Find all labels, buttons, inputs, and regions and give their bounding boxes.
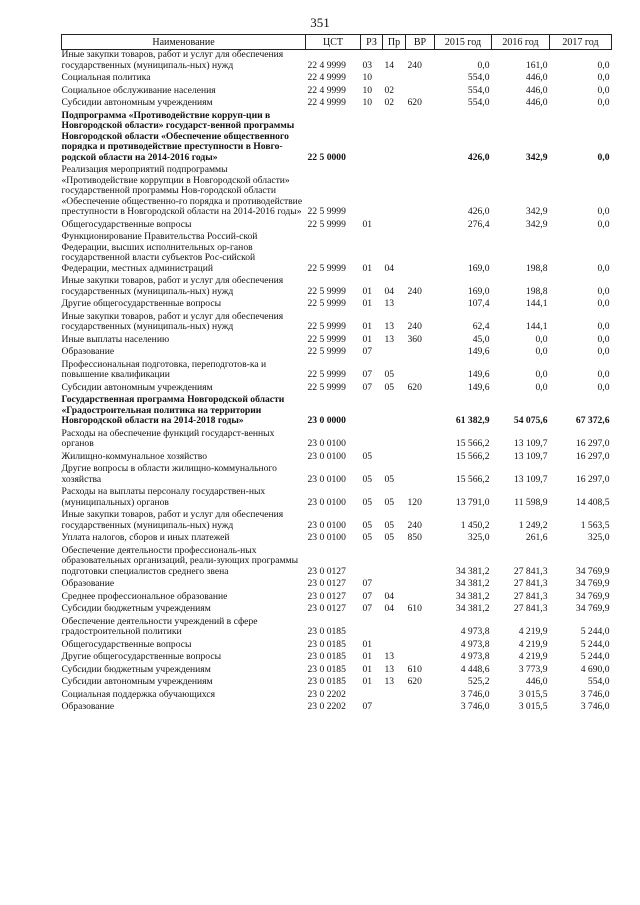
row-2015: 149,6 [467, 369, 490, 380]
row-name: Иные закупки товаров, работ и услуг для обеспечения государственных (муниципаль-ных) нужд [61, 49, 284, 71]
row-vr: 620 [407, 381, 422, 393]
header-2016: 2016 год [492, 35, 550, 50]
row-2017: 1 563,5 [580, 519, 610, 531]
row-2015: 169,0 [467, 285, 490, 297]
row-pr: 04 [384, 262, 395, 274]
row-2016: 11 598,9 [514, 496, 548, 508]
row-rz: 03 [362, 59, 373, 71]
row-2016: 342,9 [525, 151, 548, 163]
table-row [62, 111, 612, 166]
row-name: Расходы на выплаты персоналу государствен-ных (муниципальных) органов [61, 486, 266, 508]
row-2017: 0,0 [597, 206, 610, 217]
row-2017: 0,0 [597, 97, 610, 108]
row-2017: 34 769,9 [575, 565, 610, 577]
row-2016: 0,0 [535, 381, 548, 393]
row-name: Обеспечение деятельности профессиональ-ных образовательных организаций, реали-зующих программы подготовки специалистов среднего звена [61, 544, 299, 577]
row-2015: 107,4 [467, 298, 490, 309]
row-vr: 850 [407, 532, 422, 543]
row-name: Социальная политика [61, 72, 151, 83]
row-name: Иные закупки товаров, работ и услуг для обеспечения государственных (муниципаль-ных) нужд [61, 275, 284, 297]
row-2015: 34 381,2 [455, 603, 490, 614]
row-pr [383, 220, 406, 233]
row-2015: 554,0 [467, 72, 490, 83]
row-vr [406, 464, 435, 487]
row-2016: 3 773,9 [518, 663, 548, 675]
table-row [62, 487, 612, 510]
row-2017: 0,0 [597, 262, 610, 274]
row-rz: 01 [362, 285, 373, 297]
row-cst: 22 5 9999 [307, 218, 346, 230]
row-cst: 23 0 0127 [307, 590, 346, 602]
row-vr: 240 [407, 59, 422, 71]
row-2017: 5 244,0 [580, 651, 610, 662]
row-pr: 13 [384, 333, 395, 345]
row-rz: 07 [362, 346, 373, 357]
row-pr [383, 73, 406, 86]
row-2016: 446,0 [525, 84, 548, 96]
row-rz [361, 165, 383, 220]
row-2016: 3 015,5 [518, 701, 548, 712]
row-name: Общегосударственные вопросы [61, 638, 192, 650]
row-cst: 22 5 9999 [307, 381, 346, 393]
row-cst: 23 0 0127 [307, 565, 346, 577]
row-vr [406, 690, 435, 703]
row-rz: 01 [362, 651, 373, 662]
row-2015: 62,4 [472, 321, 490, 332]
row-cst: 22 5 0000 [307, 151, 346, 163]
row-vr: 620 [407, 676, 422, 687]
row-2015: 34 381,2 [455, 565, 490, 577]
row-rz: 01 [362, 638, 373, 650]
table-body [62, 50, 612, 715]
row-2016: 27 841,3 [513, 603, 548, 614]
row-2016: 144,1 [525, 321, 548, 332]
row-2017: 16 297,0 [575, 450, 610, 462]
row-name: Субсидии автономным учреждениям [61, 676, 213, 687]
row-rz: 10 [362, 72, 373, 83]
table-row [62, 395, 612, 429]
row-cst: 23 0 0100 [307, 450, 346, 462]
row-name: Иные закупки товаров, работ и услуг для обеспечения государственных (муниципаль-ных) нужд [61, 509, 284, 531]
row-2016: 144,1 [525, 298, 548, 309]
row-pr: 13 [384, 298, 395, 309]
row-rz: 05 [362, 496, 373, 508]
row-vr: 610 [407, 603, 422, 614]
row-vr [406, 347, 435, 360]
row-vr [406, 640, 435, 653]
row-rz: 01 [362, 663, 373, 675]
row-2016: 54 075,6 [513, 415, 548, 426]
row-2015: 4 973,8 [460, 626, 490, 637]
budget-table [61, 34, 612, 715]
row-pr: 04 [384, 603, 395, 614]
row-name: Другие общегосударственные вопросы [61, 298, 222, 309]
row-2016: 0,0 [535, 333, 548, 345]
row-vr [406, 579, 435, 592]
row-pr: 04 [384, 590, 395, 602]
row-2016: 161,0 [525, 59, 548, 71]
row-2015: 0,0 [477, 59, 490, 71]
row-rz [361, 617, 383, 640]
row-name: Другие вопросы в области жилищно-коммунального хозяйства [61, 463, 277, 485]
row-pr [383, 165, 406, 220]
row-pr: 02 [384, 84, 395, 96]
row-2015: 45,0 [472, 333, 490, 345]
row-2016: 4 219,9 [518, 626, 548, 637]
header-2015: 2015 год [435, 35, 492, 50]
row-2016: 0,0 [535, 369, 548, 380]
row-2017: 5 244,0 [580, 626, 610, 637]
row-2017: 325,0 [587, 532, 610, 543]
page-number: 351 [310, 15, 330, 30]
row-name: Общегосударственные вопросы [61, 218, 192, 230]
row-rz: 05 [362, 473, 373, 485]
row-2017: 0,0 [597, 218, 610, 230]
table-header-row [62, 35, 612, 50]
row-2015: 61 382,9 [455, 415, 490, 426]
row-2015: 276,4 [467, 218, 490, 230]
row-pr: 05 [384, 496, 395, 508]
table-row [62, 429, 612, 452]
row-pr [383, 111, 406, 166]
row-2015: 149,6 [467, 381, 490, 393]
row-2017: 0,0 [597, 381, 610, 393]
row-vr [406, 165, 435, 220]
row-name: Функционирование Правительства Россий-ской Федерации, высших исполнительных ор-ганов государственной власти субъектов Рос-сийской Федерации, местных администраций [61, 231, 258, 274]
header-vr: ВР [406, 35, 435, 50]
row-2016: 198,8 [525, 262, 548, 274]
row-2016: 446,0 [525, 72, 548, 83]
row-name: Подпрограмма «Противодействие корруп-ции в Новгородской области» государст-венной программы Новгородской области «Обеспечение общественного порядка и противодействие преступности в Новго-родской области на 2014-2016 годы» [61, 109, 295, 163]
row-2016: 4 219,9 [518, 651, 548, 662]
row-2016: 0,0 [535, 346, 548, 357]
row-2017: 3 746,0 [580, 701, 610, 712]
table-row [62, 276, 612, 299]
row-2017: 0,0 [597, 369, 610, 380]
row-2017: 0,0 [597, 151, 610, 163]
row-rz: 01 [362, 298, 373, 309]
row-2016: 13 109,7 [513, 473, 548, 485]
row-name: Образование [61, 701, 115, 712]
row-2015: 1 450,2 [460, 519, 490, 531]
row-name: Иные закупки товаров, работ и услуг для обеспечения государственных (муниципаль-ных) нужд [61, 310, 284, 332]
row-name: Субсидии бюджетным учреждениям [61, 603, 211, 614]
row-2017: 0,0 [597, 346, 610, 357]
row-vr [406, 617, 435, 640]
row-2015: 554,0 [467, 97, 490, 108]
row-vr: 360 [407, 333, 422, 345]
row-2017: 16 297,0 [575, 438, 610, 449]
row-cst: 23 0 0127 [307, 578, 346, 589]
row-2015: 149,6 [467, 346, 490, 357]
row-2017: 34 769,9 [575, 578, 610, 589]
row-2016: 4 219,9 [518, 638, 548, 650]
table-row [62, 702, 612, 715]
table-row [62, 299, 612, 312]
row-2017: 3 746,0 [580, 688, 610, 700]
row-pr: 05 [384, 369, 395, 380]
row-2017: 34 769,9 [575, 590, 610, 602]
row-pr [383, 429, 406, 452]
row-vr [406, 395, 435, 429]
row-2015: 34 381,2 [455, 578, 490, 589]
row-2015: 554,0 [467, 84, 490, 96]
row-name: Социальное обслуживание населения [61, 84, 216, 96]
table-row [62, 617, 612, 640]
header-name: Наименование [62, 35, 306, 50]
row-pr: 02 [384, 97, 395, 108]
row-rz: 07 [362, 603, 373, 614]
row-2017: 16 297,0 [575, 473, 610, 485]
row-rz: 01 [362, 218, 373, 230]
row-cst: 23 0 0185 [307, 651, 346, 662]
row-cst: 23 0 2202 [307, 688, 346, 700]
row-rz: 05 [362, 532, 373, 543]
row-cst: 23 0 2202 [307, 701, 346, 712]
row-cst: 22 4 9999 [307, 59, 346, 71]
row-pr: 14 [384, 59, 395, 71]
row-cst: 23 0 0100 [307, 438, 346, 449]
row-rz [361, 546, 383, 580]
row-rz: 10 [362, 97, 373, 108]
row-2015: 15 566,2 [455, 473, 490, 485]
row-cst: 22 4 9999 [307, 97, 346, 108]
row-2015: 15 566,2 [455, 450, 490, 462]
row-pr: 13 [384, 321, 395, 332]
table-row [62, 464, 612, 487]
row-vr [406, 360, 435, 383]
row-name: Уплата налогов, сборов и иных платежей [61, 532, 230, 543]
row-pr: 13 [384, 676, 395, 687]
row-cst: 22 5 9999 [307, 285, 346, 297]
row-2016: 446,0 [525, 676, 548, 687]
row-2017: 0,0 [597, 333, 610, 345]
row-cst: 23 0 0185 [307, 626, 346, 637]
row-rz: 01 [362, 321, 373, 332]
row-2016: 27 841,3 [513, 565, 548, 577]
row-rz: 07 [362, 369, 373, 380]
row-cst: 22 5 9999 [307, 333, 346, 345]
row-name: Субсидии автономным учреждениям [61, 97, 213, 108]
table-row [62, 360, 612, 383]
row-cst: 23 0 0185 [307, 638, 346, 650]
row-cst: 22 5 9999 [307, 369, 346, 380]
row-2017: 0,0 [597, 285, 610, 297]
row-pr: 05 [384, 473, 395, 485]
row-vr: 240 [407, 519, 422, 531]
row-cst: 23 0 0100 [307, 473, 346, 485]
table-row [62, 677, 612, 690]
row-vr: 240 [407, 285, 422, 297]
table-row [62, 579, 612, 592]
row-vr [406, 429, 435, 452]
row-rz [361, 395, 383, 429]
row-2015: 34 381,2 [455, 590, 490, 602]
row-2015: 426,0 [467, 206, 490, 217]
row-vr [406, 452, 435, 465]
row-name: Жилищно-коммунальное хозяйство [61, 450, 208, 462]
row-pr [383, 690, 406, 703]
row-name: Субсидии автономным учреждениям [61, 381, 213, 393]
header-2017: 2017 год [550, 35, 612, 50]
row-cst: 23 0 0100 [307, 519, 346, 531]
table-row [62, 232, 612, 276]
header-cst: ЦСТ [306, 35, 361, 50]
table-row [62, 347, 612, 360]
row-pr [383, 395, 406, 429]
row-2015: 4 973,8 [460, 638, 490, 650]
row-vr [406, 73, 435, 86]
row-2016: 13 109,7 [513, 438, 548, 449]
header-rz: РЗ [361, 35, 383, 50]
row-2017: 0,0 [597, 59, 610, 71]
row-vr: 610 [407, 663, 422, 675]
row-name: Субсидии бюджетным учреждениям [61, 663, 211, 675]
row-2015: 169,0 [467, 262, 490, 274]
row-cst: 22 4 9999 [307, 84, 346, 96]
row-rz [361, 111, 383, 166]
row-2016: 342,9 [525, 206, 548, 217]
row-vr [406, 652, 435, 665]
table-row [62, 165, 612, 220]
row-vr [406, 232, 435, 276]
row-pr [383, 347, 406, 360]
row-2017: 0,0 [597, 321, 610, 332]
row-name: Профессиональная подготовка, переподготов-ка и повышение квалификации [61, 358, 267, 380]
row-2017: 554,0 [587, 676, 610, 687]
row-rz: 07 [362, 590, 373, 602]
row-cst: 22 5 9999 [307, 262, 346, 274]
row-2015: 15 566,2 [455, 438, 490, 449]
row-rz: 05 [362, 450, 373, 462]
row-name: Иные выплаты населению [61, 333, 170, 345]
row-pr [383, 617, 406, 640]
row-pr [383, 452, 406, 465]
row-pr: 13 [384, 651, 395, 662]
row-2016: 261,6 [525, 532, 548, 543]
row-2015: 525,2 [467, 676, 490, 687]
row-pr: 05 [384, 532, 395, 543]
row-rz: 05 [362, 519, 373, 531]
row-pr: 05 [384, 519, 395, 531]
row-2015: 426,0 [467, 151, 490, 163]
row-2015: 13 791,0 [455, 496, 490, 508]
row-rz: 07 [362, 701, 373, 712]
row-cst: 23 0 0100 [307, 532, 346, 543]
row-vr: 120 [407, 496, 422, 508]
row-2015: 4 448,6 [460, 663, 490, 675]
row-cst: 23 0 0185 [307, 676, 346, 687]
row-cst: 23 0 0000 [307, 415, 346, 426]
row-2015: 3 746,0 [460, 701, 490, 712]
table-row [62, 50, 612, 74]
row-name: Другие общегосударственные вопросы [61, 651, 222, 662]
row-2016: 13 109,7 [513, 450, 548, 462]
row-cst: 22 5 9999 [307, 298, 346, 309]
row-vr [406, 702, 435, 715]
row-rz: 07 [362, 381, 373, 393]
table-row [62, 312, 612, 335]
row-vr [406, 299, 435, 312]
row-pr [383, 579, 406, 592]
row-name: Расходы на обеспечение функций государст-венных органов [61, 427, 275, 449]
row-rz [361, 429, 383, 452]
row-vr [406, 220, 435, 233]
row-2016: 342,9 [525, 218, 548, 230]
row-2017: 5 244,0 [580, 638, 610, 650]
row-2017: 4 690,0 [580, 663, 610, 675]
row-vr [406, 546, 435, 580]
row-vr: 240 [407, 321, 422, 332]
row-2015: 3 746,0 [460, 688, 490, 700]
row-2016: 27 841,3 [513, 590, 548, 602]
row-2016: 1 249,2 [518, 519, 548, 531]
row-2017: 14 408,5 [575, 496, 610, 508]
row-rz: 01 [362, 262, 373, 274]
row-rz: 10 [362, 84, 373, 96]
row-name: Среднее профессиональное образование [61, 590, 228, 602]
row-2015: 325,0 [467, 532, 490, 543]
row-cst: 22 5 9999 [307, 321, 346, 332]
row-2016: 198,8 [525, 285, 548, 297]
row-2015: 4 973,8 [460, 651, 490, 662]
row-name: Обеспечение деятельности учреждений в сфере градостроительной политики [61, 615, 258, 637]
row-cst: 22 4 9999 [307, 72, 346, 83]
row-pr [383, 546, 406, 580]
row-pr: 05 [384, 381, 395, 393]
table-row [62, 73, 612, 86]
row-name: Социальная поддержка обучающихся [61, 688, 216, 700]
header-pr: Пр [383, 35, 406, 50]
row-cst: 22 5 9999 [307, 206, 346, 217]
row-vr [406, 111, 435, 166]
row-cst: 23 0 0185 [307, 663, 346, 675]
row-2016: 3 015,5 [518, 688, 548, 700]
row-2017: 0,0 [597, 84, 610, 96]
table-row [62, 546, 612, 580]
row-2017: 0,0 [597, 298, 610, 309]
row-rz: 01 [362, 676, 373, 687]
table-row [62, 98, 612, 111]
row-name: Государственная программа Новгородской области «Градостроительная политика на территории Новгородской области на 2014-2018 годы» [61, 394, 285, 426]
row-2016: 27 841,3 [513, 578, 548, 589]
row-pr: 13 [384, 663, 395, 675]
row-2016: 446,0 [525, 97, 548, 108]
row-cst: 22 5 9999 [307, 346, 346, 357]
row-2017: 67 372,6 [575, 415, 610, 426]
table-row [62, 510, 612, 533]
row-name: Реализация мероприятий подпрограммы «Противодействие коррупции в Новгородской области» государственной программы Нов-городской области «Обеспечение общественно-го порядка и противодействие преступности в Новгородской области на 2014-2016 годы» [61, 164, 303, 217]
row-cst: 23 0 0127 [307, 603, 346, 614]
row-name: Образование [61, 578, 115, 589]
table-row [62, 533, 612, 546]
row-pr [383, 702, 406, 715]
row-2017: 0,0 [597, 72, 610, 83]
row-rz: 07 [362, 578, 373, 589]
row-cst: 23 0 0100 [307, 496, 346, 508]
table-row [62, 652, 612, 665]
table-row [62, 604, 612, 617]
row-rz: 01 [362, 333, 373, 345]
row-name: Образование [61, 346, 115, 357]
row-vr: 620 [407, 97, 422, 108]
row-2017: 34 769,9 [575, 603, 610, 614]
row-pr: 04 [384, 285, 395, 297]
